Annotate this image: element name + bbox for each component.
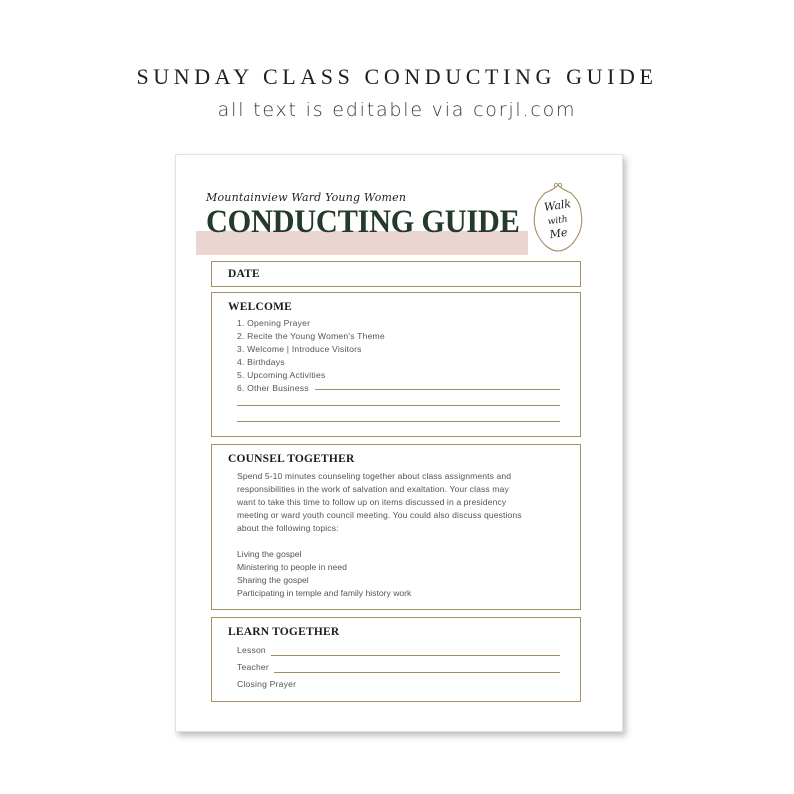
date-label: DATE — [228, 268, 260, 280]
welcome-list — [237, 317, 385, 395]
welcome-item: 6. Other Business — [237, 383, 309, 393]
counsel-line: Spend 5-10 minutes counseling together about class assignments and — [237, 471, 512, 481]
conducting-guide-page — [175, 154, 623, 732]
counsel-line: about the following topics: — [237, 523, 339, 533]
welcome-item: 2. Recite the Young Women's Theme — [237, 331, 385, 341]
listing-subtitle: all text is editable via corjl.com — [217, 99, 577, 121]
topic-item: Participating in temple and family history work — [237, 588, 412, 598]
badge-word-3: Me — [548, 225, 569, 242]
lesson-line[interactable] — [271, 655, 560, 656]
welcome-item: 5. Upcoming Activities — [237, 370, 326, 380]
welcome-item: 3. Welcome | Introduce Visitors — [237, 344, 362, 354]
badge-word-1: Walk — [543, 197, 572, 214]
topic-item: Living the gospel — [237, 549, 302, 559]
other-business-line-2[interactable] — [237, 405, 560, 406]
counsel-description — [237, 470, 557, 535]
walk-with-me-badge — [531, 181, 585, 255]
learn-section — [211, 617, 581, 702]
teacher-line[interactable] — [274, 672, 560, 673]
topic-item: Sharing the gospel — [237, 575, 309, 585]
counsel-heading: COUNSEL TOGETHER — [228, 453, 355, 465]
lesson-label: Lesson — [237, 645, 266, 655]
ward-name: Mountainview Ward Young Women — [206, 191, 407, 204]
other-business-line-3[interactable] — [237, 421, 560, 422]
closing-prayer-label: Closing Prayer — [237, 679, 297, 689]
welcome-heading: WELCOME — [228, 301, 293, 313]
teacher-label: Teacher — [237, 662, 269, 672]
welcome-section — [211, 292, 581, 437]
counsel-line: responsibilities in the work of salvation and exaltation. Your class may — [237, 484, 509, 494]
counsel-section — [211, 444, 581, 610]
welcome-item: 1. Opening Prayer — [237, 318, 311, 328]
other-business-line[interactable] — [315, 389, 560, 390]
listing-title: SUNDAY CLASS CONDUCTING GUIDE — [136, 64, 658, 89]
badge-word-2: with — [547, 214, 569, 228]
counsel-line: meeting or ward youth council meeting. You could also discuss questions — [237, 510, 522, 520]
counsel-topics — [237, 548, 411, 600]
learn-heading: LEARN TOGETHER — [228, 626, 340, 638]
welcome-item: 4. Birthdays — [237, 357, 285, 367]
topic-item: Ministering to people in need — [237, 562, 347, 572]
counsel-line: want to take this time to follow up on items discussed in a presidency — [237, 497, 507, 507]
document-title: CONDUCTING GUIDE — [206, 204, 520, 240]
date-section — [211, 261, 581, 287]
